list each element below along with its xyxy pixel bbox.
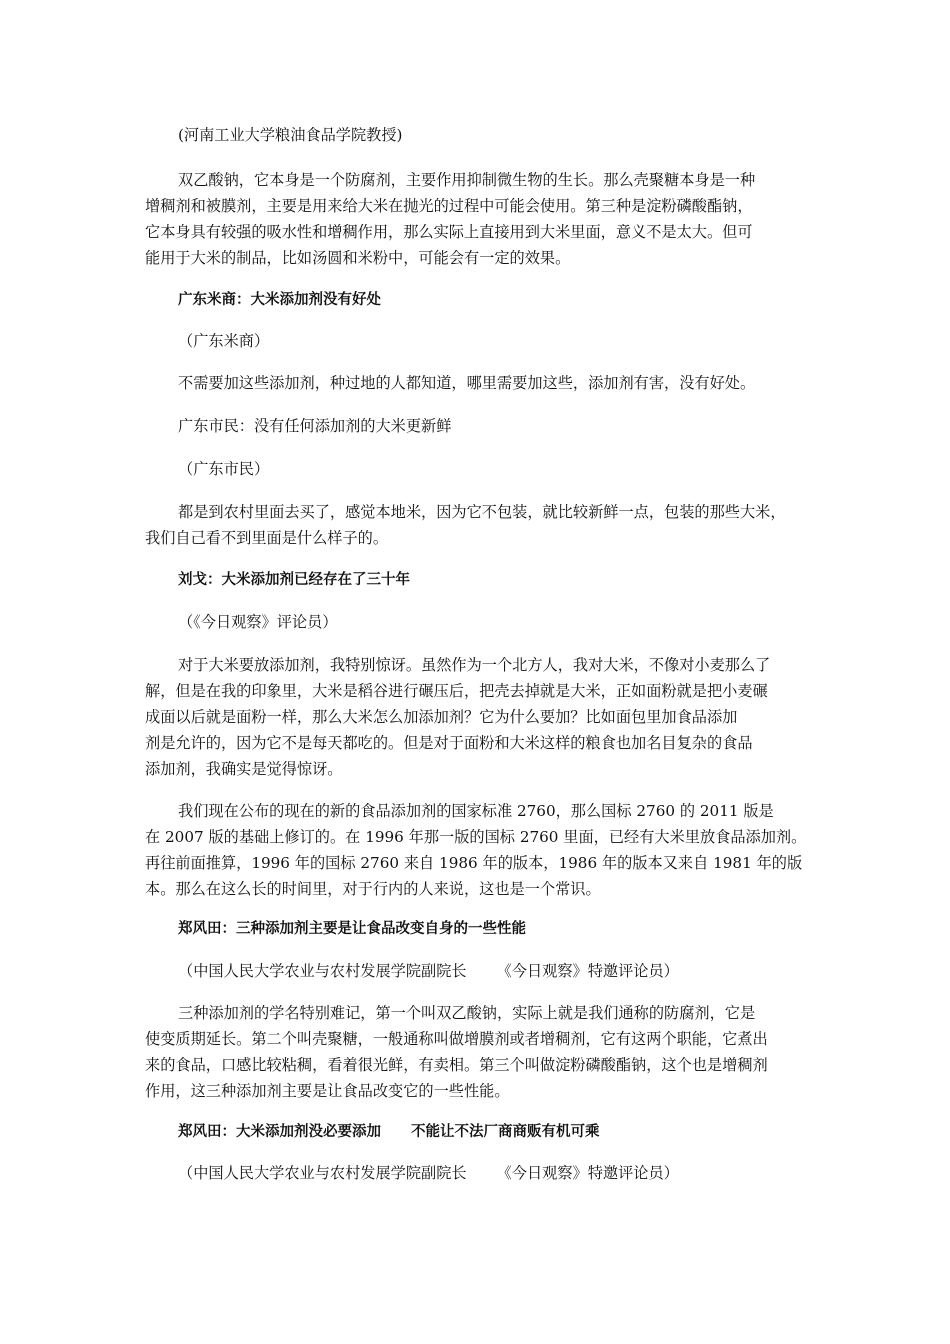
paragraph-line: 剂是允许的，因为它不是每天都吃的。但是对于面粉和大米这样的粮食也加名目复杂的食品 <box>145 734 753 752</box>
speaker-affiliation <box>178 1160 810 1186</box>
paragraph-line: 双乙酸钠，它本身是一个防腐剂，主要作用抑制微生物的生长。那么壳聚糖本身是一种 <box>178 171 756 189</box>
paragraph-line: 增稠剂和被膜剂，主要是用来给大米在抛光的过程中可能会使用。第三种是淀粉磷酸酯钠， <box>145 197 753 215</box>
paragraph-line: 本。那么在这么长的时间里，对于行内的人来说，这也是一个常识。 <box>145 880 601 898</box>
paragraph-line: 对于大米要放添加剂，我特别惊讶。虽然作为一个北方人，我对大米，不像对小麦那么了 <box>178 656 771 674</box>
affiliation-part: （中国人民大学农业与农村发展学院副院长 <box>178 962 467 980</box>
paragraph-line: 解，但是在我的印象里，大米是稻谷进行碾压后，把壳去掉就是大米，正如面粉就是把小麦碾 <box>145 682 768 700</box>
paragraph-line: 成面以后就是面粉一样，那么大米怎么加添加剂？它为什么要加？比如面包里加食品添加 <box>145 708 738 726</box>
paragraph-line: 在 2007 版的基础上修订的。在 1996 年那一版的国标 2760 里面，已经有大米里放食品添加剂。 <box>145 828 807 846</box>
section-heading: 广东米商：大米添加剂没有好处 <box>178 292 381 308</box>
heading-part: 郑风田：大米添加剂没必要添加 <box>178 1124 381 1140</box>
paragraph-line: 不需要加这些添加剂，种过地的人都知道，哪里需要加这些，添加剂有害，没有好处。 <box>178 374 756 392</box>
speaker-affiliation: （《今日观察》评论员） <box>178 613 338 631</box>
paragraph-line: 我们自己看不到里面是什么样子的。 <box>145 529 388 547</box>
heading-part: 不能让不法厂商商贩有机可乘 <box>411 1124 600 1140</box>
author-affiliation: (河南工业大学粮油食品学院教授) <box>178 126 403 144</box>
paragraph-line: 作用，这三种添加剂主要是让食品改变它的一些性能。 <box>145 1082 510 1100</box>
section-heading <box>178 1119 810 1145</box>
paragraph-line: 使变质期延长。第二个叫壳聚糖，一般通称叫做增膜剂或者增稠剂，它有这两个职能，它煮出 <box>145 1030 768 1048</box>
paragraph-line: 再往前面推算，1996 年的国标 2760 来自 1986 年的版本，1986 年的版本又来自 1981 年的版 <box>145 854 803 872</box>
section-subheading: 广东市民：没有任何添加剂的大米更新鲜 <box>178 417 452 435</box>
paragraph-line: 三种添加剂的学名特别难记，第一个叫双乙酸钠，实际上就是我们通称的防腐剂，它是 <box>178 1004 756 1022</box>
paragraph-line: 都是到农村里面去买了，感觉本地米，因为它不包装，就比较新鲜一点，包装的那些大米， <box>178 503 786 521</box>
section-heading: 郑风田：三种添加剂主要是让食品改变自身的一些性能 <box>178 921 526 937</box>
paragraph-line: 能用于大米的制品，比如汤圆和米粉中，可能会有一定的效果。 <box>145 249 571 267</box>
affiliation-part: 《今日观察》特邀评论员） <box>496 1164 679 1182</box>
paragraph-line: 来的食品，口感比较粘稠，看着很光鲜，有卖相。第三个叫做淀粉磷酸酯钠，这个也是增稠剂 <box>145 1056 768 1074</box>
affiliation-part: 《今日观察》特邀评论员） <box>496 962 679 980</box>
paragraph-line: 它本身具有较强的吸水性和增稠作用，那么实际上直接用到大米里面，意义不是太大。但可 <box>145 223 753 241</box>
speaker-affiliation: （广东米商） <box>178 332 270 350</box>
paragraph-line: 我们现在公布的现在的新的食品添加剂的国家标准 2760，那么国标 2760 的 2011 版是 <box>178 802 774 820</box>
section-heading: 刘戈：大米添加剂已经存在了三十年 <box>178 572 410 588</box>
paragraph-line: 添加剂，我确实是觉得惊讶。 <box>145 760 343 778</box>
affiliation-part: （中国人民大学农业与农村发展学院副院长 <box>178 1164 467 1182</box>
speaker-affiliation: （广东市民） <box>178 460 270 478</box>
speaker-affiliation <box>178 958 810 984</box>
